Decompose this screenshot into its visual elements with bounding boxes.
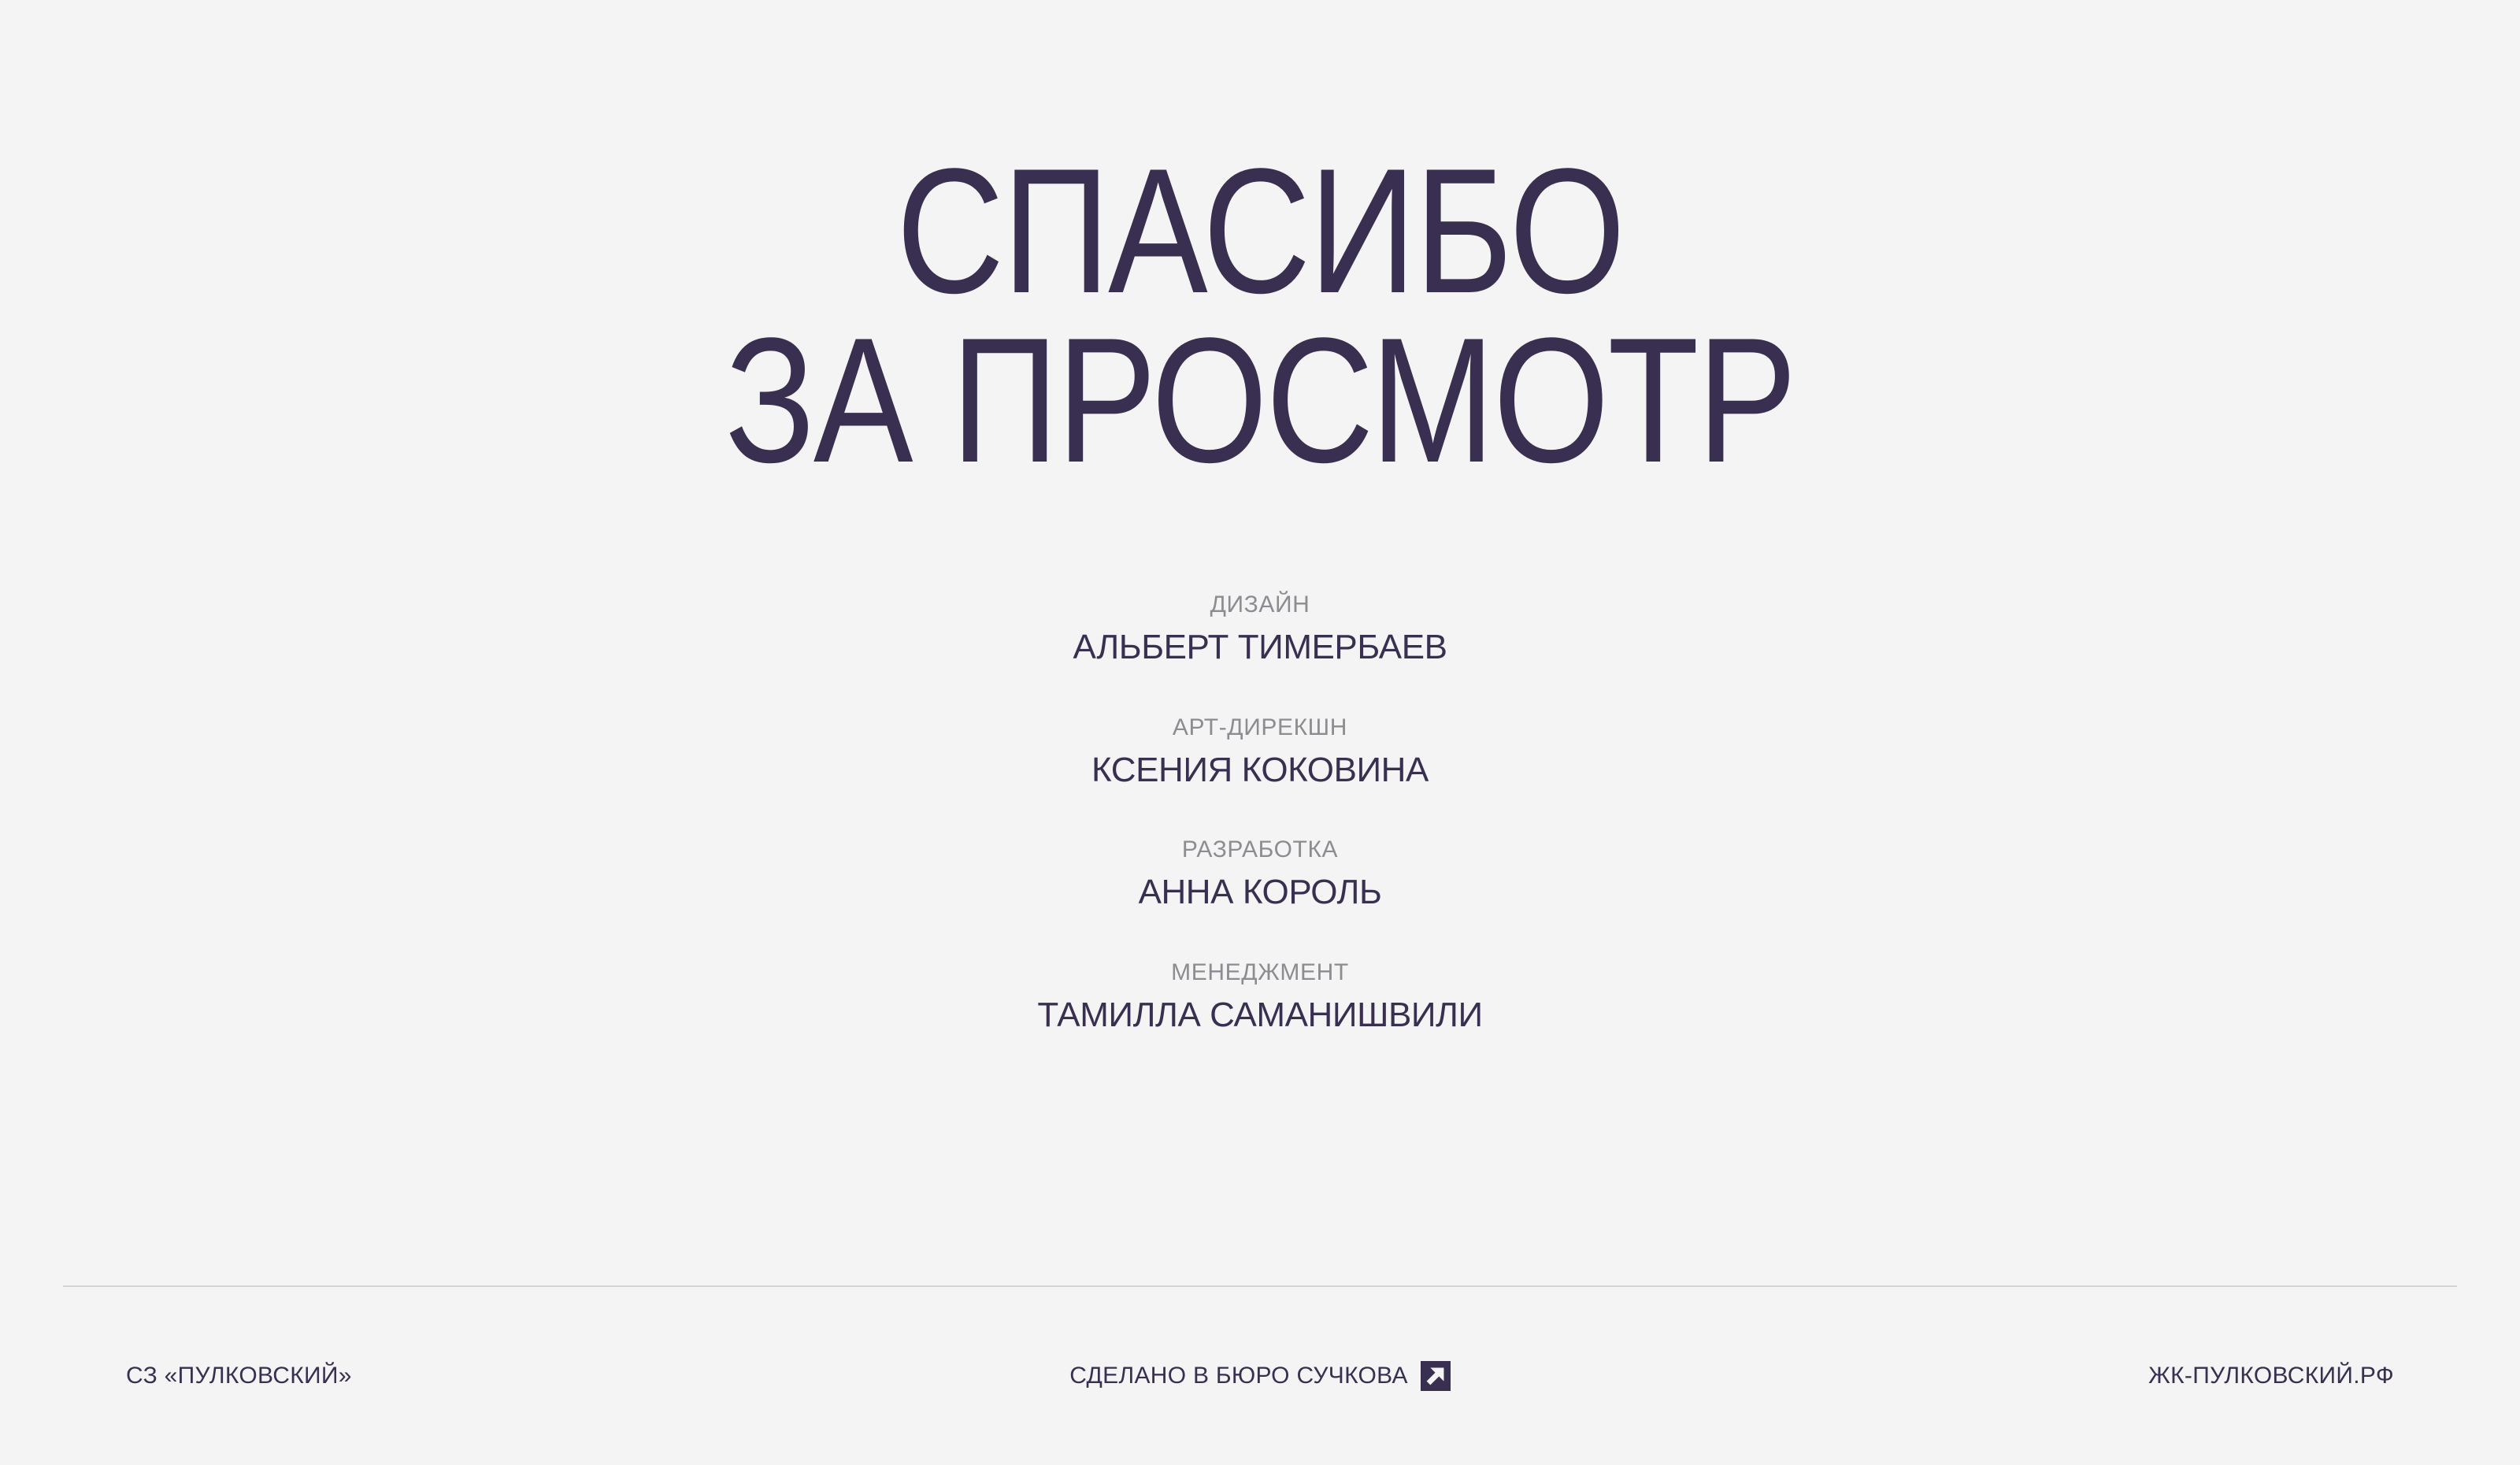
credit-group-art-direction [1091,714,1429,789]
site-url-link[interactable]: ЖК-ПУЛКОВСКИЙ.РФ [2148,1363,2394,1389]
credit-person-name: АЛЬБЕРТ ТИМЕРБАЕВ [1073,628,1447,667]
credit-role-label: ДИЗАЙН [1210,592,1310,618]
developer-company-label: СЗ «ПУЛКОВСКИЙ» [126,1363,352,1389]
page-title [202,131,2318,499]
credit-group-management [1037,959,1482,1034]
credit-group-development [1139,836,1382,911]
credits-list [0,592,2520,1034]
credit-role-label: МЕНЕДЖМЕНТ [1171,959,1349,985]
credit-role-label: РАЗРАБОТКА [1181,836,1339,863]
page-title-line2: ЗА ПРОСМОТР [724,299,1796,499]
credit-group-design [1073,592,1447,666]
made-by-link[interactable] [1069,1361,1451,1391]
credit-role-label: АРТ-ДИРЕКШН [1172,714,1348,740]
credit-person-name: ТАМИЛЛА САМАНИШВИЛИ [1037,995,1483,1034]
credit-person-name: КСЕНИЯ КОКОВИНА [1091,750,1429,789]
page-footer [0,1285,2520,1465]
made-by-label: СДЕЛАНО В БЮРО СУЧКОВА [1069,1363,1408,1389]
footer-row [0,1287,2520,1465]
page-title-line1: СПАСИБО [896,131,1624,330]
credit-person-name: АННА КОРОЛЬ [1138,873,1382,912]
arrow-up-right-icon [1421,1361,1451,1391]
